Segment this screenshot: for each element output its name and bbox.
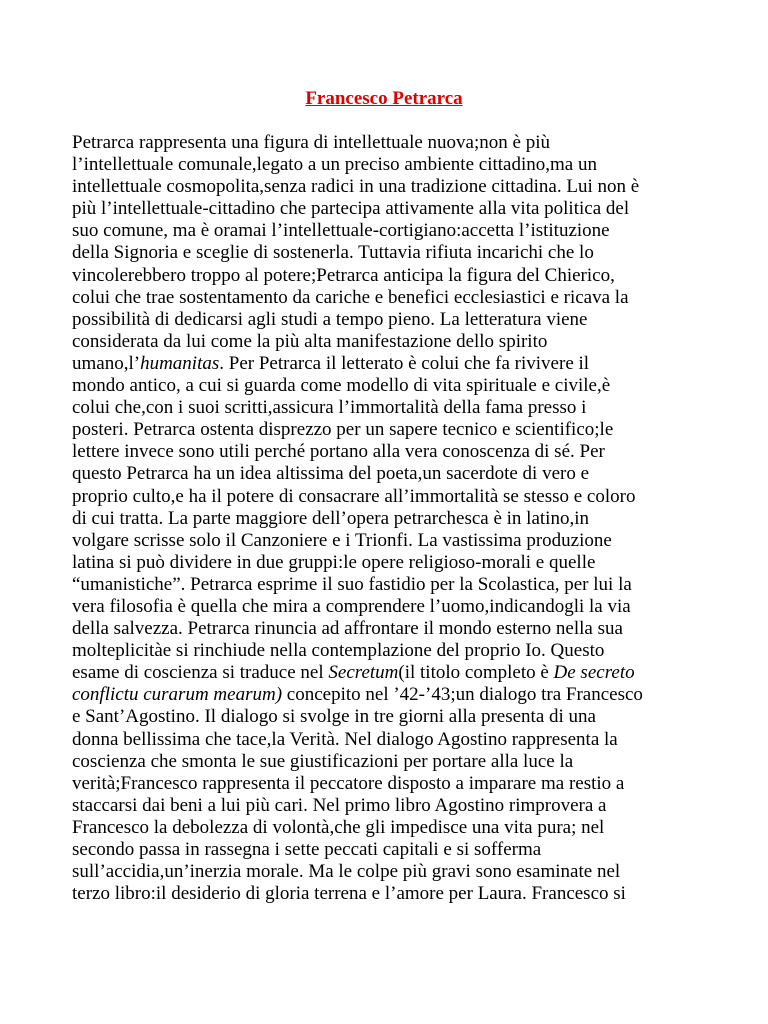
- document-body: [72, 132, 692, 905]
- italic-text-segment: conflictu curarum mearum): [72, 684, 283, 706]
- text-line: [72, 618, 692, 640]
- text-line: [72, 662, 692, 684]
- text-segment: esame di coscienza si traduce nel: [72, 662, 329, 684]
- text-segment: . Per Petrarca il letterato è colui che fa rivivere il: [219, 352, 590, 374]
- text-line: [72, 375, 692, 397]
- text-segment: intellettuale cosmopolita,senza radici in una tradizione cittadina. Lui non è: [72, 176, 640, 198]
- text-line: [72, 265, 692, 287]
- text-segment: vincolerebbero troppo al potere;Petrarca anticipa la figura del Chierico,: [72, 264, 615, 286]
- text-line: [72, 795, 692, 817]
- text-segment: colui che trae sostentamento da cariche e benefici ecclesiastici e ricava la: [72, 286, 629, 308]
- text-line: [72, 397, 692, 419]
- italic-text-segment: Secretum: [328, 662, 399, 684]
- text-line: [72, 176, 692, 198]
- text-line: [72, 242, 692, 264]
- text-segment: terzo libro:il desiderio di gloria terrena e l’amore per Laura. Francesco si: [72, 883, 626, 905]
- text-segment: della salvezza. Petrarca rinuncia ad affrontare il mondo esterno nella sua: [72, 618, 623, 640]
- text-line: [72, 817, 692, 839]
- text-line: [72, 552, 692, 574]
- text-segment: staccarsi dai beni a lui più cari. Nel primo libro Agostino rimprovera a: [72, 794, 607, 816]
- text-segment: l’intellettuale comunale,legato a un preciso ambiente cittadino,ma un: [72, 154, 597, 176]
- text-segment: considerata da lui come la più alta manifestazione dello spirito: [72, 330, 548, 352]
- text-segment: e Sant’Agostino. Il dialogo si svolge in tre giorni alla presenta di una: [72, 706, 596, 728]
- text-segment: lettere invece sono utili perché portano alla vera conoscenza di sé. Per: [72, 441, 605, 463]
- text-line: [72, 132, 692, 154]
- text-line: [72, 463, 692, 485]
- text-line: [72, 331, 692, 353]
- text-segment: sull’accidia,un’inerzia morale. Ma le colpe più gravi sono esaminate nel: [72, 861, 621, 883]
- text-line: [72, 198, 692, 220]
- text-segment: coscienza che smonta le sue giustificazioni per portare alla luce la: [72, 750, 574, 772]
- italic-text-segment: De secreto: [553, 662, 635, 684]
- text-segment: mondo antico, a cui si guarda come modello di vita spirituale e civile,è: [72, 375, 611, 397]
- document-title: Francesco Petrarca: [305, 88, 463, 109]
- text-line: [72, 596, 692, 618]
- text-segment: umano,l’: [72, 352, 141, 374]
- text-line: [72, 773, 692, 795]
- text-line: [72, 309, 692, 331]
- text-segment: secondo passa in rassegna i sette peccati capitali e si sofferma: [72, 839, 542, 860]
- text-segment: possibilità di dedicarsi agli studi a tempo pieno. La letteratura viene: [72, 308, 588, 330]
- text-line: [72, 574, 692, 596]
- text-line: [72, 684, 692, 706]
- text-line: [72, 486, 692, 508]
- text-segment: verità;Francesco rappresenta il peccatore disposto a imparare ma restio a: [72, 772, 625, 794]
- text-line: [72, 861, 692, 883]
- text-line: [72, 287, 692, 309]
- text-line: [72, 729, 692, 751]
- text-segment: (il titolo completo è: [398, 662, 554, 684]
- text-segment: “umanistiche”. Petrarca esprime il suo fastidio per la Scolastica, per lui la: [72, 573, 632, 595]
- text-segment: molteplicitàe si rinchiude nella contemplazione del proprio Io. Questo: [72, 640, 605, 662]
- text-segment: posteri. Petrarca ostenta disprezzo per un sapere tecnico e scientifico;le: [72, 419, 614, 441]
- text-segment: della Signoria e sceglie di sostenerla. Tuttavia rifiuta incarichi che lo: [72, 242, 594, 264]
- text-segment: questo Petrarca ha un idea altissima del poeta,un sacerdote di vero e: [72, 463, 590, 485]
- text-line: [72, 751, 692, 773]
- text-line: [72, 640, 692, 662]
- text-line: [72, 441, 692, 463]
- text-segment: concepito nel ’42-’43;un dialogo tra Francesco: [282, 684, 643, 706]
- text-line: [72, 508, 692, 530]
- text-line: [72, 220, 692, 242]
- text-segment: proprio culto,e ha il potere di consacrare all’immortalità se stesso e coloro: [72, 485, 636, 507]
- text-segment: vera filosofia è quella che mira a comprendere l’uomo,indicandogli la via: [72, 595, 631, 617]
- text-segment: più l’intellettuale-cittadino che partecipa attivamente alla vita politica del: [72, 198, 630, 220]
- text-line: [72, 883, 692, 905]
- text-line: [72, 530, 692, 552]
- text-segment: Francesco la debolezza di volontà,che gli impedisce una vita pura; nel: [72, 816, 605, 838]
- text-segment: Petrarca rappresenta una figura di intellettuale nuova;non è più: [72, 132, 550, 153]
- text-segment: di cui tratta. La parte maggiore dell’opera petrarchesca è in latino,in: [72, 507, 589, 529]
- text-line: [72, 154, 692, 176]
- text-segment: volgare scrisse solo il Canzoniere e i Trionfi. La vastissima produzione: [72, 529, 612, 551]
- italic-text-segment: humanitas: [140, 352, 220, 374]
- text-segment: latina si può dividere in due gruppi:le opere religioso-morali e quelle: [72, 551, 596, 573]
- text-line: [72, 839, 692, 861]
- text-line: [72, 353, 692, 375]
- text-line: [72, 419, 692, 441]
- text-segment: suo comune, ma è oramai l’intellettuale-cortigiano:accetta l’istituzione: [72, 220, 610, 242]
- text-segment: donna bellissima che tace,la Verità. Nel dialogo Agostino rappresenta la: [72, 728, 618, 750]
- text-line: [72, 706, 692, 728]
- text-segment: colui che,con i suoi scritti,assicura l’immortalità della fama presso i: [72, 397, 587, 419]
